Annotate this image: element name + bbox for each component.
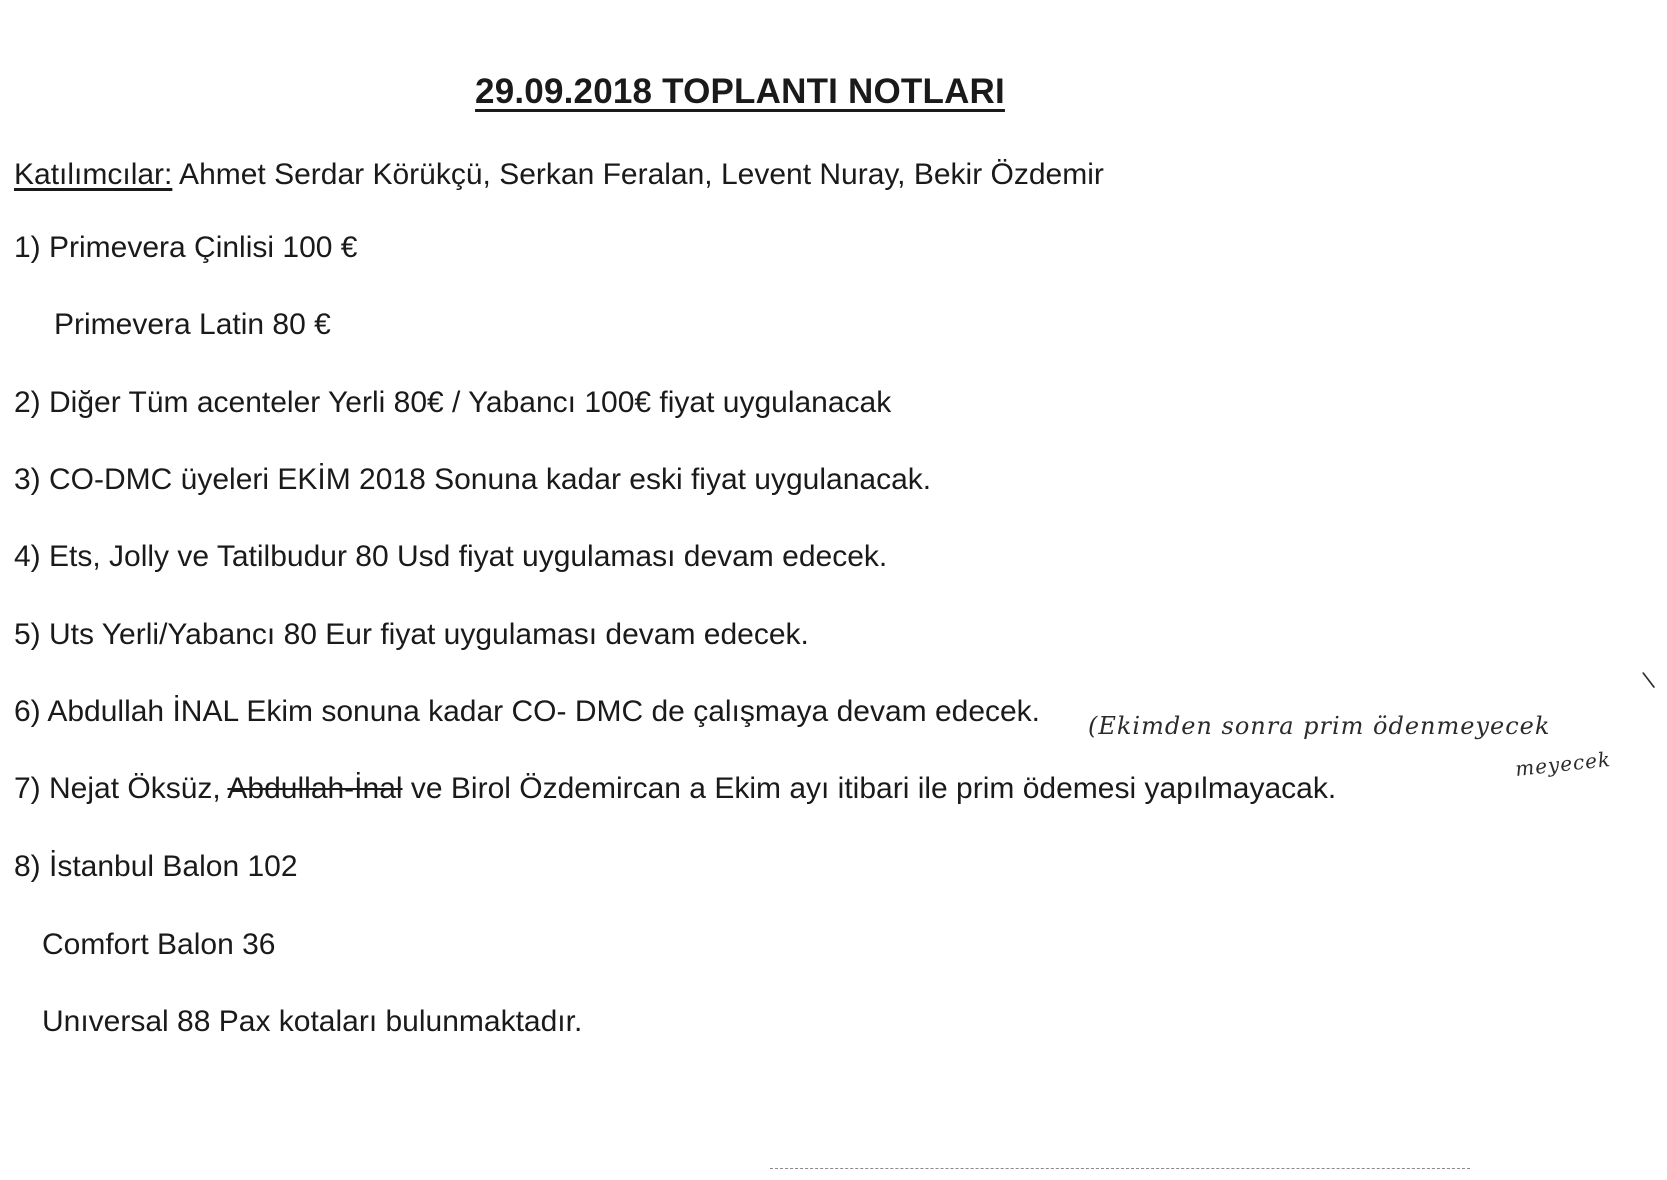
- participants-line: [14, 160, 1104, 190]
- note-item-1-sub: Primevera Latin 80 €: [54, 308, 331, 341]
- struck-name: Abdullah-İnal: [227, 772, 403, 805]
- document-title: 29.09.2018 TOPLANTI NOTLARI: [475, 72, 1005, 111]
- note-item-8-sub-2: Unıversal 88 Pax kotaları bulunmaktadır.: [42, 1005, 583, 1038]
- note-item-6: 6) Abdullah İNAL Ekim sonuna kadar CO- DMC de çalışmaya devam edecek.: [14, 695, 1041, 728]
- note-item-8-sub-1: Comfort Balon 36: [42, 928, 276, 961]
- handwritten-slash-mark: \: [1640, 667, 1657, 694]
- note-item-8: 8) İstanbul Balon 102: [14, 850, 298, 883]
- note-item-2: 2) Diğer Tüm acenteler Yerli 80€ / Yabancı 100€ fiyat uygulanacak: [14, 386, 892, 419]
- signature-line: [770, 1168, 1470, 1169]
- handwritten-note-line-2: meyecek: [1514, 747, 1613, 781]
- note-item-4: 4) Ets, Jolly ve Tatilbudur 80 Usd fiyat uygulaması devam edecek.: [14, 540, 888, 573]
- note-item-7-suffix: ve Birol Özdemircan a Ekim ayı itibari ile prim ödemesi yapılmayacak.: [402, 772, 1337, 805]
- note-item-1: 1) Primevera Çinlisi 100 €: [14, 231, 358, 264]
- note-item-7-prefix: 7) Nejat Öksüz,: [14, 772, 228, 805]
- handwritten-note-line-1: (Ekimden sonra prim ödenmeyecek: [1088, 712, 1551, 740]
- participants-label: Katılımcılar:: [14, 158, 173, 191]
- note-item-3: 3) CO-DMC üyeleri EKİM 2018 Sonuna kadar eski fiyat uygulanacak.: [14, 463, 932, 496]
- participants-names: Ahmet Serdar Körükçü, Serkan Feralan, Levent Nuray, Bekir Özdemir: [172, 158, 1104, 191]
- note-item-5: 5) Uts Yerli/Yabancı 80 Eur fiyat uygulaması devam edecek.: [14, 618, 809, 651]
- note-item-7: [14, 774, 1336, 804]
